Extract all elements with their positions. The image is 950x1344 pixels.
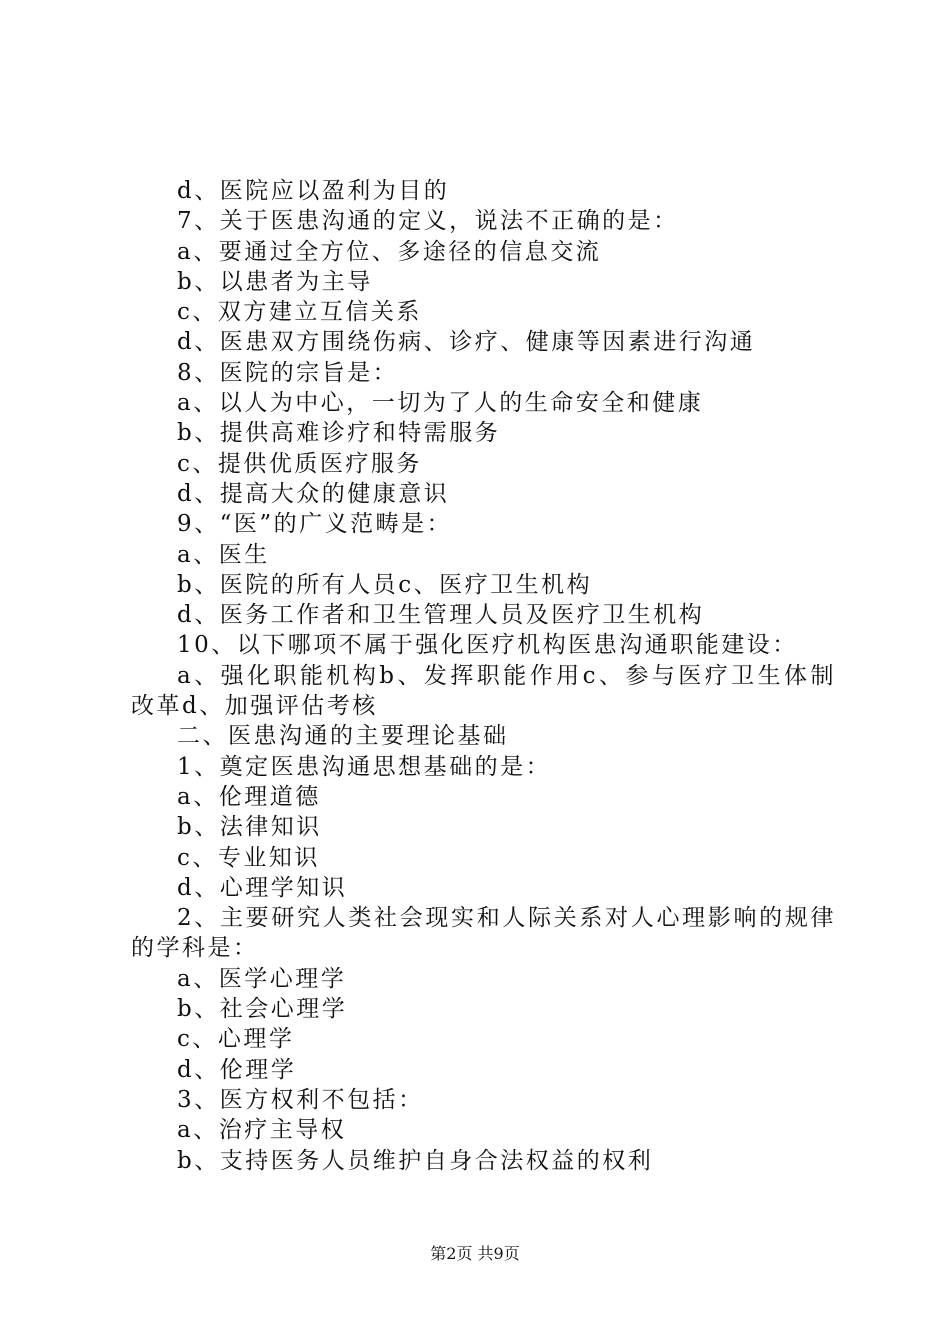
text-line: a、医生: [177, 541, 270, 568]
text-line: c、提供优质医疗服务: [177, 450, 422, 477]
text-line: b、支持医务人员维护自身合法权益的权利: [177, 1147, 654, 1174]
text-line: c、心理学: [177, 1026, 295, 1053]
question-line: 8、医院的宗旨是：: [177, 359, 399, 386]
text-line: a、医学心理学: [177, 965, 347, 992]
section-heading: 二、医患沟通的主要理论基础: [177, 723, 509, 750]
text-line: b、提供高难诊疗和特需服务: [177, 420, 501, 447]
question-line: 10、以下哪项不属于强化医疗机构医患沟通职能建设：: [177, 632, 798, 659]
text-line: d、伦理学: [177, 1056, 297, 1083]
question-line: 7、关于医患沟通的定义，说法不正确的是：: [177, 208, 679, 235]
text-line: c、双方建立互信关系: [177, 299, 422, 326]
question-line: 1、奠定医患沟通思想基础的是：: [177, 753, 552, 780]
text-line: a、要通过全方位、多途径的信息交流: [177, 238, 602, 265]
text-line: a、以人为中心，一切为了人的生命安全和健康: [177, 390, 704, 417]
text-line: d、医务工作者和卫生管理人员及医疗卫生机构: [177, 602, 705, 629]
wrapped-text-line: a、强化职能机构b、发挥职能作用c、参与医疗卫生体制改革d、加强评估考核: [131, 662, 836, 720]
question-line: 9、“医”的广义范畴是：: [177, 511, 453, 538]
wrapped-question-line: 2、主要研究人类社会现实和人际关系对人心理影响的规律的学科是：: [131, 905, 836, 962]
text-line: b、医院的所有人员c、医疗卫生机构: [177, 571, 593, 598]
text-line: d、心理学知识: [177, 874, 348, 901]
page-footer: 第2页 共9页: [430, 1244, 520, 1263]
text-line: d、医患双方围绕伤病、诊疗、健康等因素进行沟通: [177, 329, 756, 356]
text-line: a、伦理道德: [177, 783, 321, 810]
text-line: d、医院应以盈利为目的: [177, 178, 450, 204]
text-line: b、社会心理学: [177, 996, 348, 1023]
text-line: b、法律知识: [177, 814, 322, 841]
document-body: [131, 176, 836, 1176]
question-line: 3、医方权利不包括：: [177, 1086, 424, 1113]
text-line: a、治疗主导权: [177, 1117, 347, 1144]
text-line: c、专业知识: [177, 844, 320, 871]
text-line: b、以患者为主导: [177, 268, 373, 295]
text-line: d、提高大众的健康意识: [177, 480, 450, 507]
